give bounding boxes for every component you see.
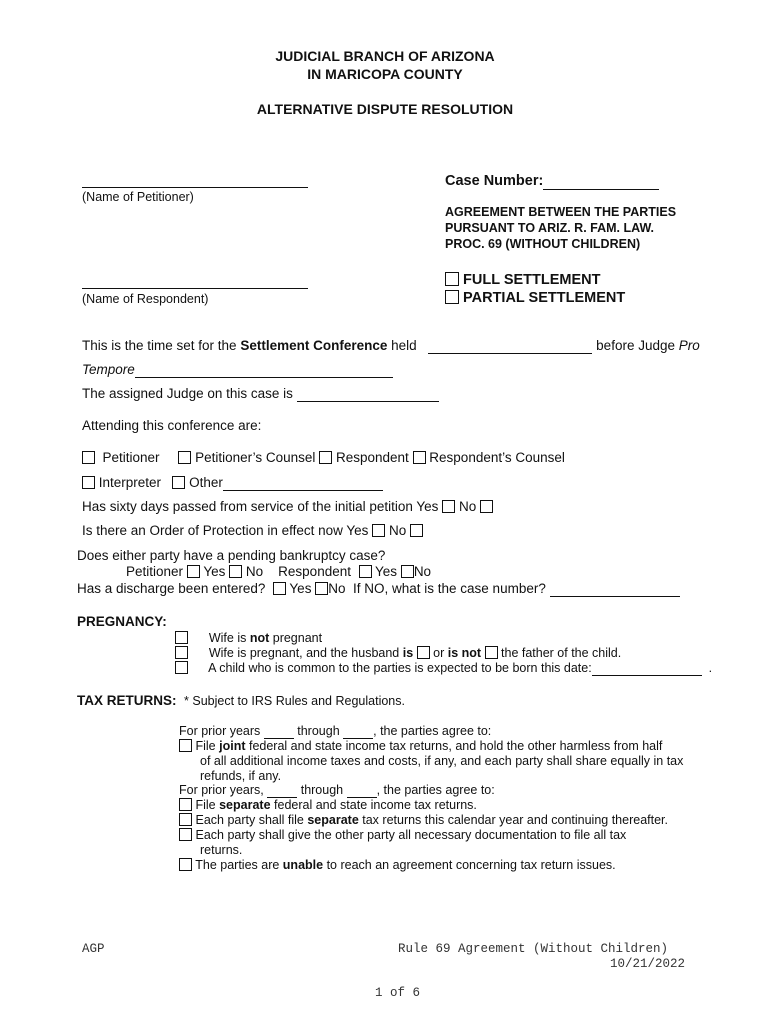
sixty-days-no-checkbox[interactable] xyxy=(480,500,493,513)
respondents-counsel-checkbox[interactable] xyxy=(413,451,426,464)
tax-joint-line-3: refunds, if any. xyxy=(200,769,282,783)
sixty-days-yes-checkbox[interactable] xyxy=(442,500,455,513)
petitioner-name-line[interactable] xyxy=(82,187,308,188)
bankruptcy-question: Does either party have a pending bankruptcy case? xyxy=(77,548,386,563)
not-pregnant-checkbox[interactable] xyxy=(175,631,188,644)
respondent-name-line[interactable] xyxy=(82,288,308,289)
each-file-separate-checkbox[interactable] xyxy=(179,813,192,826)
full-settlement-checkbox[interactable] xyxy=(445,272,459,286)
bk-petitioner-yes-checkbox[interactable] xyxy=(187,565,200,578)
tax-separate-option: File separate federal and state income tax returns. xyxy=(179,798,477,812)
partial-settlement-label: PARTIAL SETTLEMENT xyxy=(463,290,626,306)
petitioner-label: (Name of Petitioner) xyxy=(82,190,194,204)
conference-date-field[interactable] xyxy=(428,338,592,354)
court-name: JUDICIAL BRANCH OF ARIZONA xyxy=(275,48,495,64)
tax-prior-years-1: For prior years through , the parties agree to: xyxy=(179,724,492,738)
interpreter-checkbox[interactable] xyxy=(82,476,95,489)
conference-time-line: This is the time set for the Settlement Conference held before Judge Pro xyxy=(82,338,700,353)
tax-documentation-option: Each party shall give the other party all necessary documentation to file all tax xyxy=(179,828,626,842)
sixty-days-question: Has sixty days passed from service of the initial petition Yes No xyxy=(82,499,493,514)
tax-note: * Subject to IRS Rules and Regulations. xyxy=(184,694,405,708)
husband-is-not-father-checkbox[interactable] xyxy=(485,646,498,659)
other-attendee-field[interactable] xyxy=(223,475,383,491)
page-number: 1 of 6 xyxy=(375,986,421,1000)
partial-settlement-option[interactable] xyxy=(445,290,625,306)
pregnancy-option-1: Wife is not pregnant xyxy=(175,631,322,645)
partial-settlement-checkbox[interactable] xyxy=(445,290,459,304)
tax-joint-line-2: of all additional income taxes and costs, if any, and each party shall share equally in tax xyxy=(200,754,684,768)
expected-birth-date-field[interactable] xyxy=(592,661,702,676)
order-protection-yes-checkbox[interactable] xyxy=(372,524,385,537)
tax-prior-years-2: For prior years, through , the parties agree to: xyxy=(179,783,495,797)
footer-form-code: AGP xyxy=(82,942,105,956)
attending-label: Attending this conference are: xyxy=(82,418,262,433)
other-checkbox[interactable] xyxy=(172,476,185,489)
prior-years-2-from-field[interactable] xyxy=(267,783,297,798)
footer-form-title: Rule 69 Agreement (Without Children) xyxy=(398,942,669,956)
unable-agreement-checkbox[interactable] xyxy=(179,858,192,871)
agreement-title-line3: PROC. 69 (WITHOUT CHILDREN) xyxy=(445,237,641,251)
full-settlement-label: FULL SETTLEMENT xyxy=(463,272,601,288)
pregnancy-option-3: A child who is common to the parties is expected to be born this date: . xyxy=(175,661,712,676)
prior-years-1-from-field[interactable] xyxy=(264,724,294,739)
order-protection-no-checkbox[interactable] xyxy=(410,524,423,537)
tempore-line: Tempore xyxy=(82,362,393,378)
pregnant-checkbox[interactable] xyxy=(175,646,188,659)
pregnancy-option-2: Wife is pregnant, and the husband is or is not the father of the child. xyxy=(175,646,621,660)
order-protection-question: Is there an Order of Protection in effect now Yes No xyxy=(82,523,423,538)
page-title: ALTERNATIVE DISPUTE RESOLUTION xyxy=(256,101,514,117)
pregnancy-heading: PREGNANCY: xyxy=(77,614,167,629)
footer-form-date: 10/21/2022 xyxy=(610,957,686,971)
discharge-no-checkbox[interactable] xyxy=(315,582,328,595)
county-name: IN MARICOPA COUNTY xyxy=(307,66,463,82)
respondent-label: (Name of Respondent) xyxy=(82,292,209,306)
discharge-yes-checkbox[interactable] xyxy=(273,582,286,595)
tax-each-separate-option: Each party shall file separate tax returns this calendar year and continuing thereafter. xyxy=(179,813,668,827)
tax-joint-option: File joint federal and state income tax returns, and hold the other harmless from half xyxy=(179,739,662,753)
file-separate-checkbox[interactable] xyxy=(179,798,192,811)
bankruptcy-answers: Petitioner Yes No Respondent Yes No xyxy=(126,564,432,579)
assigned-judge-line: The assigned Judge on this case is xyxy=(82,386,439,402)
child-expected-checkbox[interactable] xyxy=(175,661,188,674)
attendees-row-2: Interpreter Other xyxy=(82,475,383,491)
tax-heading: TAX RETURNS: * Subject to IRS Rules and Regulations. xyxy=(77,693,405,708)
tax-unable-option: The parties are unable to reach an agreement concerning tax return issues. xyxy=(179,858,616,872)
husband-is-father-checkbox[interactable] xyxy=(417,646,430,659)
respondent-checkbox[interactable] xyxy=(319,451,332,464)
case-number-field[interactable] xyxy=(543,173,659,190)
agreement-title-line1: AGREEMENT BETWEEN THE PARTIES xyxy=(445,205,677,219)
discharge-question: Has a discharge been entered? Yes No If NO, what is the case number? xyxy=(77,581,680,597)
bankruptcy-case-number-field[interactable] xyxy=(550,581,680,597)
tax-documentation-line-2: returns. xyxy=(200,843,243,857)
case-number-label: Case Number: xyxy=(445,173,659,190)
agreement-title-line2: PURSUANT TO ARIZ. R. FAM. LAW. xyxy=(445,221,655,235)
file-joint-checkbox[interactable] xyxy=(179,739,192,752)
assigned-judge-field[interactable] xyxy=(297,386,439,402)
judge-pro-tempore-field[interactable] xyxy=(135,362,393,378)
petitioner-checkbox[interactable] xyxy=(82,451,95,464)
full-settlement-option[interactable] xyxy=(445,272,601,288)
documentation-checkbox[interactable] xyxy=(179,828,192,841)
bk-respondent-no-checkbox[interactable] xyxy=(401,565,414,578)
prior-years-1-to-field[interactable] xyxy=(343,724,373,739)
attendees-row-1: Petitioner Petitioner’s Counsel Respondent Respondent’s Counsel xyxy=(82,450,565,465)
prior-years-2-to-field[interactable] xyxy=(347,783,377,798)
bk-respondent-yes-checkbox[interactable] xyxy=(359,565,372,578)
bk-petitioner-no-checkbox[interactable] xyxy=(229,565,242,578)
petitioners-counsel-checkbox[interactable] xyxy=(178,451,191,464)
